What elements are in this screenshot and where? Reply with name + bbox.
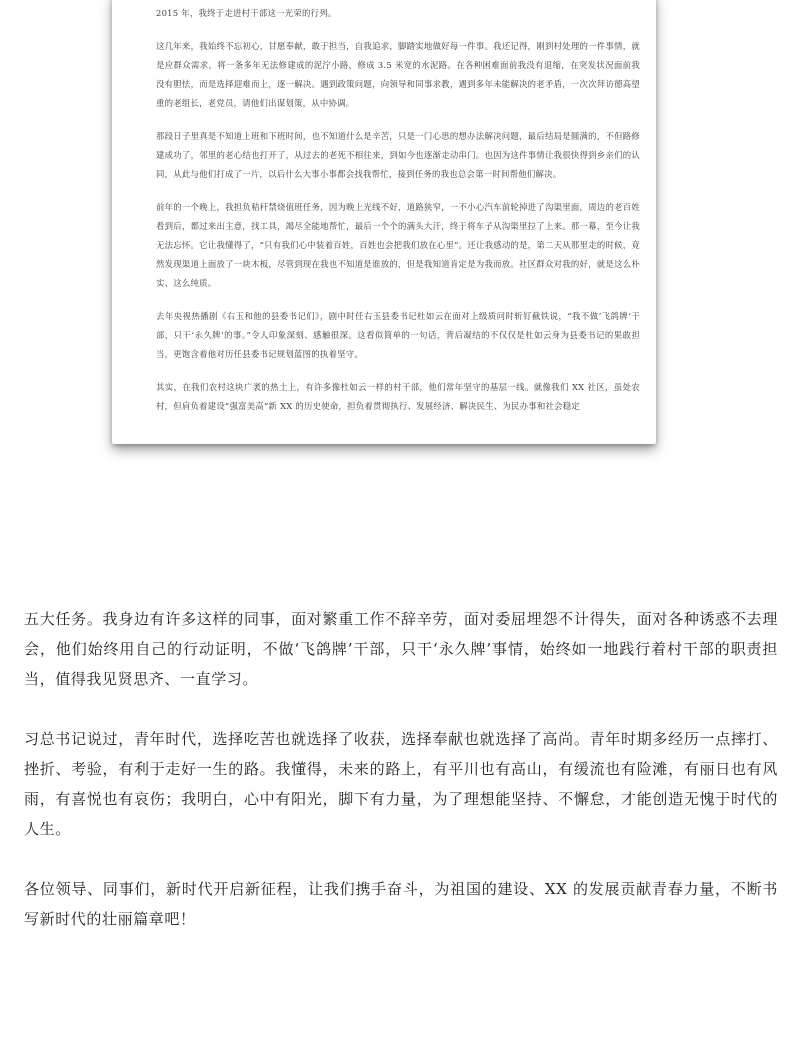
embedded-paragraph: 那段日子里真是不知道上班和下班时间，也不知道什么是辛苦，只是一门心思的想办法解决问题，最后结局是圆满的，不但路修建成功了，邻里的老心结也打开了，从过去的老死不相往来，到如今也逐渐走动串门。也因为这件事情让我很快得到乡亲们的认同，从此与他们打成了一片，以后什么大事小事都会找我帮忙，接到任务的我也总会第一时间帮他们解决。 bbox=[156, 131, 640, 179]
body-paragraph: 习总书记说过，青年时代，选择吃苦也就选择了收获，选择奉献也就选择了高尚。青年时期多经历一点摔打、挫折、考验，有利于走好一生的路。我懂得，未来的路上，有平川也有高山，有缓流也有险滩，有丽日也有风雨，有喜悦也有哀伤；我明白，心中有阳光，脚下有力量，为了理想能坚持、不懈怠，才能创造无愧于时代的人生。 bbox=[24, 730, 778, 838]
embedded-paragraph: 其实，在我们农村这块广袤的热土上，有许多像杜如云一样的村干部，他们常年坚守的基层一线。就像我们 XX 社区，虽处农村，但肩负着建设“强富美高”新 XX 的历史使命，担负着贯彻执行、发展经济、解决民生、为民办事和社会稳定 bbox=[156, 382, 640, 411]
embedded-document-image bbox=[112, 0, 656, 444]
embedded-paragraph: 前年的一个晚上，我担负秸秆禁烧值班任务，因为晚上光线不好，道路狭窄，一不小心汽车前轮掉进了沟渠里面，周边的老百姓看到后，都过来出主意，找工具，竭尽全能地帮忙，最后一个个的满头大汗，终于将车子从沟渠里拉了上来。那一幕，至今让我无法忘怀。它让我懂得了，“只有我们心中装着百姓，百姓也会把我们放在心里”。还让我感动的是，第二天从那里走的时候，竟然发现渠道上面放了一块木板，尽管到现在我也不知道是谁放的，但是我知道肯定是为我而放。社区群众对我的好，就是这么朴实、这么纯质。 bbox=[156, 202, 640, 288]
embedded-document-text bbox=[156, 4, 640, 430]
embedded-paragraph: 这几年来，我始终不忘初心，甘愿奉献，敢于担当，自我追求，脚踏实地做好每一件事。我还记得，刚到村处理的一件事情，就是应群众需求，将一条多年无法修建成的泥泞小路，修成 3.5 米宽的水泥路。在各种困难面前我没有退缩，在突发状况面前我没有胆怯，而是选择迎难而上，逐一解决。遇到政策问题，向领导和同事求教，遇到多年未能解决的老矛盾，一次次拜访德高望重的老组长，老党员，请他们出谋划策，从中协调。 bbox=[156, 41, 640, 108]
body-paragraph: 五大任务。我身边有许多这样的同事，面对繁重工作不辞辛劳，面对委屈埋怨不计得失，面对各种诱惑不去理会，他们始终用自己的行动证明，不做‘飞鸽牌’干部，只干‘永久牌’事情，始终如一地践行着村干部的职责担当，值得我见贤思齐、一直学习。 bbox=[24, 610, 778, 688]
embedded-paragraph: 去年央视热播剧《右玉和他的县委书记们》，剧中时任右玉县委书记杜如云在面对上级质问时斩钉截铁说，“我不做‘飞鸽牌’干部，只干‘永久牌’的事。”令人印象深刻、感触很深。这看似简单的一句话，背后凝结的不仅仅是杜如云身为县委书记的果敢担当，更饱含着他对历任县委书记规划蓝图的执着坚守。 bbox=[156, 311, 640, 359]
body-paragraph: 各位领导、同事们，新时代开启新征程，让我们携手奋斗，为祖国的建设、XX 的发展贡献青春力量，不断书写新时代的壮丽篇章吧！ bbox=[24, 880, 778, 928]
embedded-paragraph: 2015 年，我终于走进村干部这一光荣的行列。 bbox=[156, 8, 337, 18]
body-text bbox=[24, 604, 778, 964]
